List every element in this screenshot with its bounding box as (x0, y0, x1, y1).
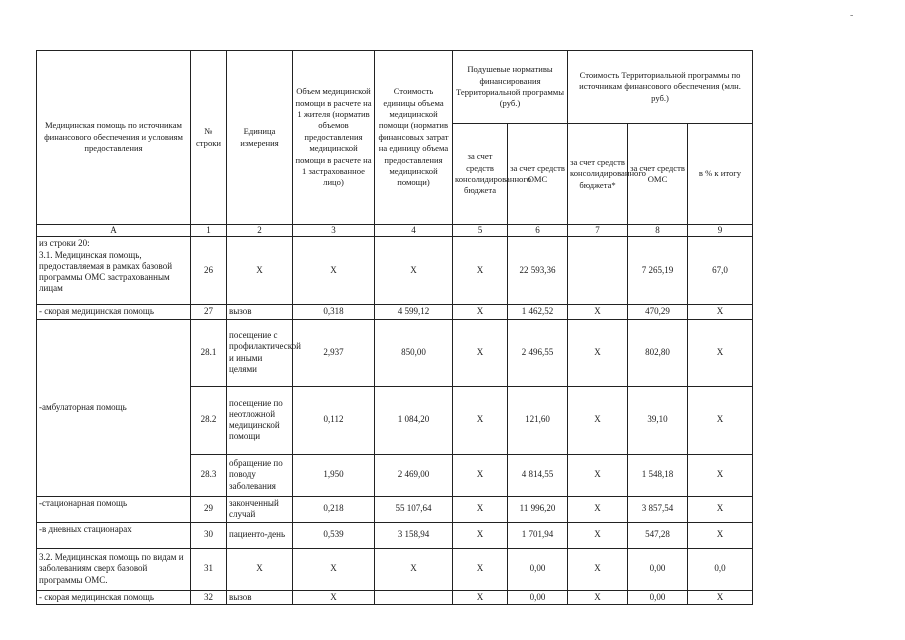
value-cell: Х (688, 454, 753, 496)
value-cell: Х (568, 522, 628, 548)
value-cell: 11 996,20 (508, 496, 568, 522)
value-cell: 2 469,00 (375, 454, 453, 496)
row-number: 28.1 (191, 319, 227, 386)
table-row (37, 522, 753, 548)
header-col-8: за счет средств ОМС (628, 124, 688, 225)
table-row (37, 590, 753, 604)
value-cell: 0,0 (688, 548, 753, 590)
unit-cell: обращение по поводу заболевания (227, 454, 293, 496)
unit-cell: вызов (227, 305, 293, 319)
value-cell: Х (568, 319, 628, 386)
value-cell: Х (453, 590, 508, 604)
value-cell: 4 814,55 (508, 454, 568, 496)
index-row (37, 225, 753, 237)
unit-cell: посещение с профилактической и иными целями (227, 319, 293, 386)
value-cell: 850,00 (375, 319, 453, 386)
row-number: 26 (191, 237, 227, 305)
value-cell: Х (293, 548, 375, 590)
value-cell: 2 496,55 (508, 319, 568, 386)
value-cell: 0,00 (508, 590, 568, 604)
value-cell: 1 701,94 (508, 522, 568, 548)
value-cell: Х (375, 548, 453, 590)
value-cell: Х (568, 305, 628, 319)
value-cell: 4 599,12 (375, 305, 453, 319)
value-cell: Х (688, 496, 753, 522)
value-cell: Х (453, 548, 508, 590)
financing-table (36, 50, 753, 605)
value-cell: Х (293, 237, 375, 305)
unit-cell: законченный случай (227, 496, 293, 522)
unit-cell: посещение по неотложной медицинской помощи (227, 386, 293, 454)
index-cell: 6 (508, 225, 568, 237)
index-cell: 8 (628, 225, 688, 237)
header-col-a: Медицинская помощь по источникам финансового обеспечения и условиям предоставления (37, 51, 191, 225)
table-row (37, 237, 753, 305)
header-group-per-capita: Подушевые нормативы финансирования Территориальной программы (руб.) (453, 51, 568, 124)
value-cell: Х (453, 454, 508, 496)
header-col-7: за счет средств консолидированного бюджета* (568, 124, 628, 225)
table-row (37, 305, 753, 319)
index-cell: 7 (568, 225, 628, 237)
row-label: 3.2. Медицинская помощь по видам и заболеваниям сверх базовой программы ОМС. (37, 548, 191, 590)
value-cell: 39,10 (628, 386, 688, 454)
unit-cell: вызов (227, 590, 293, 604)
header-col-2: Единица измерения (227, 51, 293, 225)
value-cell: 1,950 (293, 454, 375, 496)
value-cell: 0,00 (628, 548, 688, 590)
index-cell: 5 (453, 225, 508, 237)
value-cell: Х (568, 548, 628, 590)
value-cell: 3 857,54 (628, 496, 688, 522)
value-cell: 22 593,36 (508, 237, 568, 305)
value-cell: Х (688, 305, 753, 319)
value-cell: Х (688, 386, 753, 454)
row-label: -стационарная помощь (37, 496, 191, 522)
row-number: 31 (191, 548, 227, 590)
unit-cell: Х (227, 548, 293, 590)
row-number: 29 (191, 496, 227, 522)
header-col-5: за счет средств консолидированного бюджета (453, 124, 508, 225)
header-col-9: в % к итогу (688, 124, 753, 225)
header-row-1 (37, 51, 753, 124)
value-cell: Х (293, 590, 375, 604)
index-cell: 1 (191, 225, 227, 237)
value-cell: Х (453, 305, 508, 319)
header-col-4: Стоимость единицы объема медицинской помощи (норматив финансовых затрат на единицу объема предоставления медицинской помощи) (375, 51, 453, 225)
value-cell: Х (453, 237, 508, 305)
row-number: 28.2 (191, 386, 227, 454)
value-cell: Х (568, 454, 628, 496)
value-cell: Х (453, 522, 508, 548)
row-label: из строки 20: 3.1. Медицинская помощь, предоставляемая в рамках базовой программы ОМС застрахованным лицам (37, 237, 191, 305)
header-group-program-cost: Стоимость Территориальной программы по источникам финансового обеспечения (млн. руб.) (568, 51, 753, 124)
value-cell: 1 548,18 (628, 454, 688, 496)
row-label: - скорая медицинская помощь (37, 590, 191, 604)
value-cell: 1 084,20 (375, 386, 453, 454)
table-row (37, 496, 753, 522)
row-number: 32 (191, 590, 227, 604)
value-cell: 0,318 (293, 305, 375, 319)
value-cell: 802,80 (628, 319, 688, 386)
value-cell: 470,29 (628, 305, 688, 319)
header-col-3: Объем медицинской помощи в расчете на 1 жителя (норматив объемов предоставления медицинской помощи в расчете на 1 застрахованное лицо) (293, 51, 375, 225)
index-cell: 2 (227, 225, 293, 237)
table-row (37, 548, 753, 590)
row-number: 27 (191, 305, 227, 319)
value-cell: 67,0 (688, 237, 753, 305)
value-cell: 0,112 (293, 386, 375, 454)
value-cell: 0,00 (628, 590, 688, 604)
index-cell: 9 (688, 225, 753, 237)
row-number: 28.3 (191, 454, 227, 496)
value-cell: 121,60 (508, 386, 568, 454)
value-cell: 0,539 (293, 522, 375, 548)
row-label: -амбулаторная помощь (37, 319, 191, 496)
value-cell: 55 107,64 (375, 496, 453, 522)
value-cell: Х (453, 496, 508, 522)
value-cell: Х (688, 319, 753, 386)
index-cell: 3 (293, 225, 375, 237)
value-cell: 547,28 (628, 522, 688, 548)
value-cell: 3 158,94 (375, 522, 453, 548)
value-cell: Х (688, 590, 753, 604)
value-cell: Х (568, 386, 628, 454)
value-cell: 7 265,19 (628, 237, 688, 305)
unit-cell: Х (227, 237, 293, 305)
value-cell: Х (688, 522, 753, 548)
value-cell: Х (453, 319, 508, 386)
value-cell: 0,218 (293, 496, 375, 522)
index-cell: А (37, 225, 191, 237)
unit-cell: пациенто-день (227, 522, 293, 548)
index-cell: 4 (375, 225, 453, 237)
value-cell: 1 462,52 (508, 305, 568, 319)
header-col-6: за счет средств ОМС (508, 124, 568, 225)
row-label: - скорая медицинская помощь (37, 305, 191, 319)
value-cell: 2,937 (293, 319, 375, 386)
value-cell: Х (453, 386, 508, 454)
value-cell: Х (568, 590, 628, 604)
value-cell (375, 590, 453, 604)
table-row (37, 319, 753, 386)
row-label: -в дневных стационарах (37, 522, 191, 548)
header-col-1: № строки (191, 51, 227, 225)
value-cell (568, 237, 628, 305)
value-cell: 0,00 (508, 548, 568, 590)
value-cell: Х (568, 496, 628, 522)
row-number: 30 (191, 522, 227, 548)
page-mark: - (850, 10, 854, 21)
value-cell: Х (375, 237, 453, 305)
